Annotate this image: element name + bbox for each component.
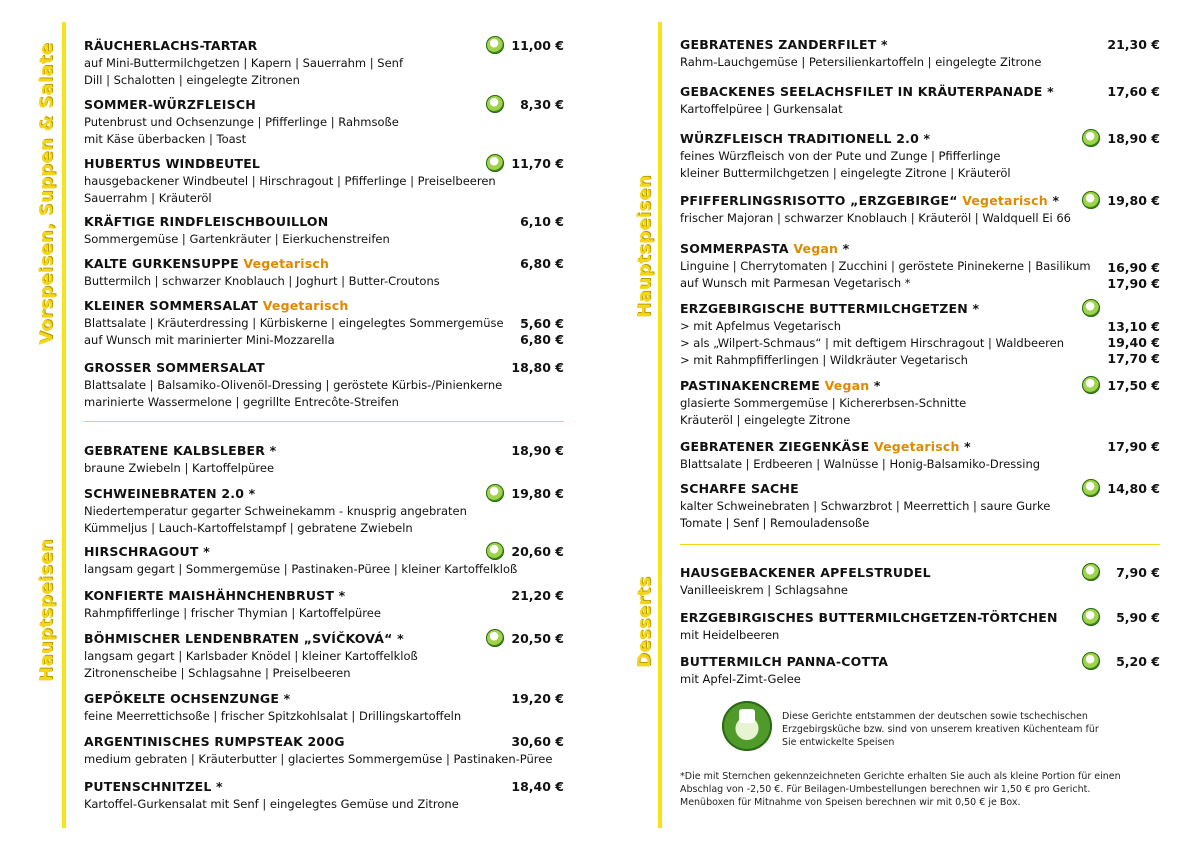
menu-item-title-text: BÖHMISCHER LENDENBRATEN „SVÍČKOVÁ“ * xyxy=(84,631,404,646)
menu-item-description: Sauerrahm | Kräuteröl xyxy=(84,191,212,205)
menu-item xyxy=(84,631,418,680)
menu-item-title-text: PUTENSCHNITZEL * xyxy=(84,779,223,794)
house-specialty-icon xyxy=(486,484,504,502)
menu-item-description: Blattsalate | Erdbeeren | Walnüsse | Honig-Balsamiko-Dressing xyxy=(680,457,1041,471)
menu-item-price: 19,40 € xyxy=(1107,335,1160,350)
menu-item-title-text: GEPÖKELTE OCHSENZUNGE * xyxy=(84,691,291,706)
menu-item-price: 11,70 € xyxy=(511,156,564,171)
house-specialty-icon xyxy=(486,542,504,560)
menu-item-title-text: SOMMERPASTA xyxy=(680,241,789,256)
menu-item-description: auf Wunsch mit Parmesan Vegetarisch * xyxy=(680,276,911,290)
menu-item-description: Blattsalate | Kräuterdressing | Kürbiskerne | eingelegtes Sommergemüse xyxy=(84,316,504,330)
right-separator xyxy=(680,544,1160,545)
menu-item-price: 21,20 € xyxy=(511,588,564,603)
house-specialty-icon xyxy=(1082,191,1100,209)
menu-item-title xyxy=(84,443,276,458)
menu-item xyxy=(680,439,1040,471)
menu-item-price: 19,20 € xyxy=(511,691,564,706)
menu-item xyxy=(84,38,403,87)
menu-item-title xyxy=(680,610,1058,625)
menu-item xyxy=(84,214,390,246)
menu-item-price: 17,90 € xyxy=(1107,439,1160,454)
menu-item-title xyxy=(84,214,390,229)
menu-item xyxy=(680,193,1071,225)
menu-item xyxy=(680,481,1050,530)
menu-item-price: 6,80 € xyxy=(520,332,564,347)
menu-item-title-text: HAUSGEBACKENER APFELSTRUDEL xyxy=(680,565,931,580)
menu-item xyxy=(680,654,888,686)
menu-item-title-text: KRÄFTIGE RINDFLEISCHBOUILLON xyxy=(84,214,329,229)
menu-item xyxy=(680,84,1054,116)
menu-item-title-text: GEBRATENE KALBSLEBER * xyxy=(84,443,277,458)
house-specialty-icon xyxy=(1082,563,1100,581)
menu-item-title xyxy=(84,156,496,171)
menu-item-title-text: WÜRZFLEISCH TRADITIONELL 2.0 * xyxy=(680,131,931,146)
house-specialty-icon xyxy=(486,629,504,647)
menu-item-price: 18,40 € xyxy=(511,779,564,794)
origin-note-line: Diese Gerichte entstammen der deutschen sowie tschechischen xyxy=(782,711,1088,722)
menu-item xyxy=(84,156,496,205)
footnote-line: *Die mit Sternchen gekennzeichneten Gerichte erhalten Sie auch als kleine Portion für einen xyxy=(680,771,1121,782)
menu-item-price: 20,50 € xyxy=(511,631,564,646)
menu-item-description: Buttermilch | schwarzer Knoblauch | Joghurt | Butter-Croutons xyxy=(84,274,440,288)
menu-item-description: kalter Schweinebraten | Schwarzbrot | Meerrettich | saure Gurke xyxy=(680,499,1051,513)
menu-item-title xyxy=(680,439,1040,454)
menu-item-price: 5,60 € xyxy=(520,316,564,331)
footnote-line: Abschlag von -2,50 €. Für Beilagen-Umbestellungen berechnen wir 1,50 € pro Gericht. xyxy=(680,784,1091,795)
menu-item-description: Zitronenscheibe | Schlagsahne | Preiselbeeren xyxy=(84,666,351,680)
menu-item-price: 14,80 € xyxy=(1107,481,1160,496)
menu-item-title xyxy=(680,37,1041,52)
menu-item-price: 13,10 € xyxy=(1107,319,1160,334)
menu-item-description: Tomate | Senf | Remouladensoße xyxy=(680,516,870,530)
menu-item-price: 6,80 € xyxy=(520,256,564,271)
menu-item-title-text: KALTE GURKENSUPPE xyxy=(84,256,239,271)
menu-item-description: Dill | Schalotten | eingelegte Zitronen xyxy=(84,73,300,87)
menu-item xyxy=(84,588,381,620)
menu-item-description: hausgebackener Windbeutel | Hirschragout | Pfifferlinge | Preiselbeeren xyxy=(84,174,496,188)
menu-item-price: 18,90 € xyxy=(1107,131,1160,146)
menu-item-price: 8,30 € xyxy=(520,97,564,112)
menu-item-title xyxy=(680,378,966,393)
menu-item-title-text: ERZGEBIRGISCHE BUTTERMILCHGETZEN * xyxy=(680,301,980,316)
menu-item-description: Kümmeljus | Lauch-Kartoffelstampf | gebratene Zwiebeln xyxy=(84,521,413,535)
origin-note-line: Sie entwickelte Speisen xyxy=(782,737,895,748)
menu-item-title xyxy=(84,734,552,749)
menu-item-description: feine Meerrettichsoße | frischer Spitzkohlsalat | Drillingskartoffeln xyxy=(84,709,462,723)
menu-item-description: Vanilleeiskrem | Schlagsahne xyxy=(680,583,848,597)
menu-item-title xyxy=(84,779,459,794)
menu-item-title-text: RÄUCHERLACHS-TARTAR xyxy=(84,38,258,53)
menu-item-title-text: GEBRATENES ZANDERFILET * xyxy=(680,37,888,52)
menu-item-title-text: SOMMER-WÜRZFLEISCH xyxy=(84,97,256,112)
menu-item xyxy=(680,131,1011,180)
left-separator xyxy=(84,421,564,422)
portion-star: * xyxy=(959,439,971,454)
menu-item xyxy=(84,486,467,535)
menu-item-title-text: KLEINER SOMMERSALAT xyxy=(84,298,259,313)
menu-item-title xyxy=(84,298,504,313)
menu-item-title xyxy=(680,241,1091,256)
menu-item-title-text: HIRSCHRAGOUT * xyxy=(84,544,210,559)
menu-item-price: 7,90 € xyxy=(1116,565,1160,580)
menu-item-description: Putenbrust und Ochsenzunge | Pfifferlinge | Rahmsoße xyxy=(84,115,399,129)
menu-item-title xyxy=(680,654,888,669)
menu-item-title xyxy=(84,256,440,271)
menu-item-title xyxy=(680,84,1054,99)
menu-item-description: Blattsalate | Balsamiko-Olivenöl-Dressing | geröstete Kürbis-/Pinienkerne xyxy=(84,378,503,392)
section-label-mains-left: Hauptspeisen xyxy=(36,539,57,682)
menu-item-description: mit Apfel-Zimt-Gelee xyxy=(680,672,801,686)
menu-item xyxy=(84,734,552,766)
menu-item-title xyxy=(680,193,1071,208)
menu-item-price: 30,60 € xyxy=(511,734,564,749)
menu-item-price: 17,70 € xyxy=(1107,351,1160,366)
menu-item-description: Niedertemperatur gegarter Schweinekamm - knusprig angebraten xyxy=(84,504,467,518)
menu-item-title-text: ERZGEBIRGISCHES BUTTERMILCHGETZEN-TÖRTCHEN xyxy=(680,610,1058,625)
menu-item xyxy=(84,298,504,347)
menu-item-title-text: KONFIERTE MAISHÄHNCHENBRUST * xyxy=(84,588,346,603)
menu-item-price: 17,90 € xyxy=(1107,276,1160,291)
menu-item xyxy=(84,544,517,576)
menu-item-description: Sommergemüse | Gartenkräuter | Eierkuchenstreifen xyxy=(84,232,390,246)
menu-item-price: 11,00 € xyxy=(511,38,564,53)
menu-item-description: mit Käse überbacken | Toast xyxy=(84,132,247,146)
menu-item-title xyxy=(680,481,1050,496)
menu-item-description: auf Wunsch mit marinierter Mini-Mozzarella xyxy=(84,333,335,347)
menu-item-price: 17,50 € xyxy=(1107,378,1160,393)
house-specialty-icon xyxy=(486,36,504,54)
menu-item-price: 6,10 € xyxy=(520,214,564,229)
menu-item xyxy=(84,97,399,146)
menu-item-price: 21,30 € xyxy=(1107,37,1160,52)
menu-item-title xyxy=(680,301,1064,316)
diet-tag: Vegetarisch xyxy=(873,439,960,454)
menu-item-title xyxy=(680,565,931,580)
menu-item-description: medium gebraten | Kräuterbutter | glaciertes Sommergemüse | Pastinaken-Püree xyxy=(84,752,553,766)
menu-item xyxy=(84,779,459,811)
section-label-starters: Vorspeisen, Suppen & Salate xyxy=(36,42,57,345)
menu-item-title-text: SCHARFE SACHE xyxy=(680,481,799,496)
menu-item-title xyxy=(84,691,461,706)
menu-item-description: glasierte Sommergemüse | Kichererbsen-Schnitte xyxy=(680,396,967,410)
menu-item xyxy=(84,360,502,409)
menu-item-title-text: HUBERTUS WINDBEUTEL xyxy=(84,156,261,171)
footnote-line: Menüboxen für Mitnahme von Speisen berechnen wir mit 0,50 € je Box. xyxy=(680,797,1021,808)
menu-item xyxy=(84,691,461,723)
menu-item-price: 19,80 € xyxy=(1107,193,1160,208)
menu-item-title-text: PASTINAKENCREME xyxy=(680,378,821,393)
menu-item-title-text: PFIFFERLINGSRISOTTO „ERZGEBIRGE“ xyxy=(680,193,958,208)
menu-item-title xyxy=(84,588,381,603)
menu-item-title-text: GEBACKENES SEELACHSFILET IN KRÄUTERPANADE * xyxy=(680,84,1054,99)
diet-tag: Vegetarisch xyxy=(962,193,1048,208)
menu-item-title-text: SCHWEINEBRATEN 2.0 * xyxy=(84,486,256,501)
menu-item xyxy=(84,443,276,475)
house-specialty-icon xyxy=(1082,299,1100,317)
menu-item-price: 5,90 € xyxy=(1116,610,1160,625)
menu-item-description: Rahm-Lauchgemüse | Petersilienkartoffeln | eingelegte Zitrone xyxy=(680,55,1042,69)
menu-item-description: Kartoffelpüree | Gurkensalat xyxy=(680,102,843,116)
regional-cuisine-logo xyxy=(722,701,772,751)
menu-item-title xyxy=(84,97,399,112)
menu-item-description: > mit Rahmpfifferlingen | Wildkräuter Vegetarisch xyxy=(680,353,968,367)
house-specialty-icon xyxy=(1082,129,1100,147)
menu-item-title xyxy=(84,360,502,375)
menu-item xyxy=(680,301,1064,367)
menu-item xyxy=(680,378,966,427)
menu-item xyxy=(84,256,440,288)
portion-star: * xyxy=(1047,193,1060,208)
house-specialty-icon xyxy=(1082,608,1100,626)
menu-item-title-text: GEBRATENER ZIEGENKÄSE xyxy=(680,439,870,454)
origin-note xyxy=(782,710,1099,749)
origin-note-line: Erzgebirgsküche bzw. sind von unserem kreativen Küchenteam für xyxy=(782,724,1099,735)
menu-item-title xyxy=(84,38,403,53)
menu-item-price: 20,60 € xyxy=(511,544,564,559)
menu-item-title-text: GROSSER SOMMERSALAT xyxy=(84,360,265,375)
menu-item-description: langsam gegart | Karlsbader Knödel | kleiner Kartoffelkloß xyxy=(84,649,418,663)
menu-item-description: Kartoffel-Gurkensalat mit Senf | eingelegtes Gemüse und Zitrone xyxy=(84,797,459,811)
menu-item xyxy=(680,565,931,597)
menu-item-price: 18,80 € xyxy=(511,360,564,375)
menu-item-title xyxy=(84,631,418,646)
menu-item-description: mit Heidelbeeren xyxy=(680,628,780,642)
portion-star: * xyxy=(869,378,881,393)
section-label-mains-right: Hauptspeisen xyxy=(634,175,655,318)
menu-item-description: braune Zwiebeln | Kartoffelpüree xyxy=(84,461,275,475)
footnote xyxy=(680,770,1121,809)
menu-item-price: 5,20 € xyxy=(1116,654,1160,669)
menu-item-description: > als „Wilpert-Schmaus“ | mit deftigem Hirschragout | Waldbeeren xyxy=(680,336,1065,350)
menu-item-description: > mit Apfelmus Vegetarisch xyxy=(680,319,841,333)
menu-item-description: kleiner Buttermilchgetzen | eingelegte Zitrone | Kräuteröl xyxy=(680,166,1011,180)
menu-item-title xyxy=(84,544,517,559)
menu-item-title xyxy=(84,486,467,501)
menu-item xyxy=(680,37,1041,69)
menu-item xyxy=(680,610,1058,642)
menu-item-description: auf Mini-Buttermilchgetzen | Kapern | Sauerrahm | Senf xyxy=(84,56,404,70)
menu-item-description: marinierte Wassermelone | gegrillte Entrecôte-Streifen xyxy=(84,395,399,409)
menu-item-price: 16,90 € xyxy=(1107,260,1160,275)
house-specialty-icon xyxy=(1082,479,1100,497)
menu-item-description: Kräuteröl | eingelegte Zitrone xyxy=(680,413,851,427)
house-specialty-icon xyxy=(1082,376,1100,394)
menu-item-price: 17,60 € xyxy=(1107,84,1160,99)
left-yellow-bar xyxy=(62,22,66,828)
diet-tag: Vegetarisch xyxy=(262,298,349,313)
menu-item-title-text: ARGENTINISCHES RUMPSTEAK 200G xyxy=(84,734,345,749)
menu-item-price: 19,80 € xyxy=(511,486,564,501)
diet-tag: Vegetarisch xyxy=(243,256,330,271)
menu-item-description: feines Würzfleisch von der Pute und Zunge | Pfifferlinge xyxy=(680,149,1001,163)
menu-item-price: 18,90 € xyxy=(511,443,564,458)
diet-tag: Vegan xyxy=(793,241,839,256)
portion-star: * xyxy=(838,241,850,256)
menu-item-title-text: BUTTERMILCH PANNA-COTTA xyxy=(680,654,889,669)
menu-item-description: frischer Majoran | schwarzer Knoblauch | Kräuteröl | Waldquell Ei 66 xyxy=(680,211,1071,225)
right-yellow-bar xyxy=(658,22,662,828)
section-label-desserts: Desserts xyxy=(634,576,655,668)
menu-item xyxy=(680,241,1091,290)
menu-item-description: Linguine | Cherrytomaten | Zucchini | geröstete Pininekerne | Basilikum xyxy=(680,259,1091,273)
diet-tag: Vegan xyxy=(824,378,870,393)
house-specialty-icon xyxy=(486,95,504,113)
menu-item-description: Rahmpfifferlinge | frischer Thymian | Kartoffelpüree xyxy=(84,606,381,620)
house-specialty-icon xyxy=(486,154,504,172)
menu-item-title xyxy=(680,131,1011,146)
menu-item-description: langsam gegart | Sommergemüse | Pastinaken-Püree | kleiner Kartoffelkloß xyxy=(84,562,518,576)
house-specialty-icon xyxy=(1082,652,1100,670)
